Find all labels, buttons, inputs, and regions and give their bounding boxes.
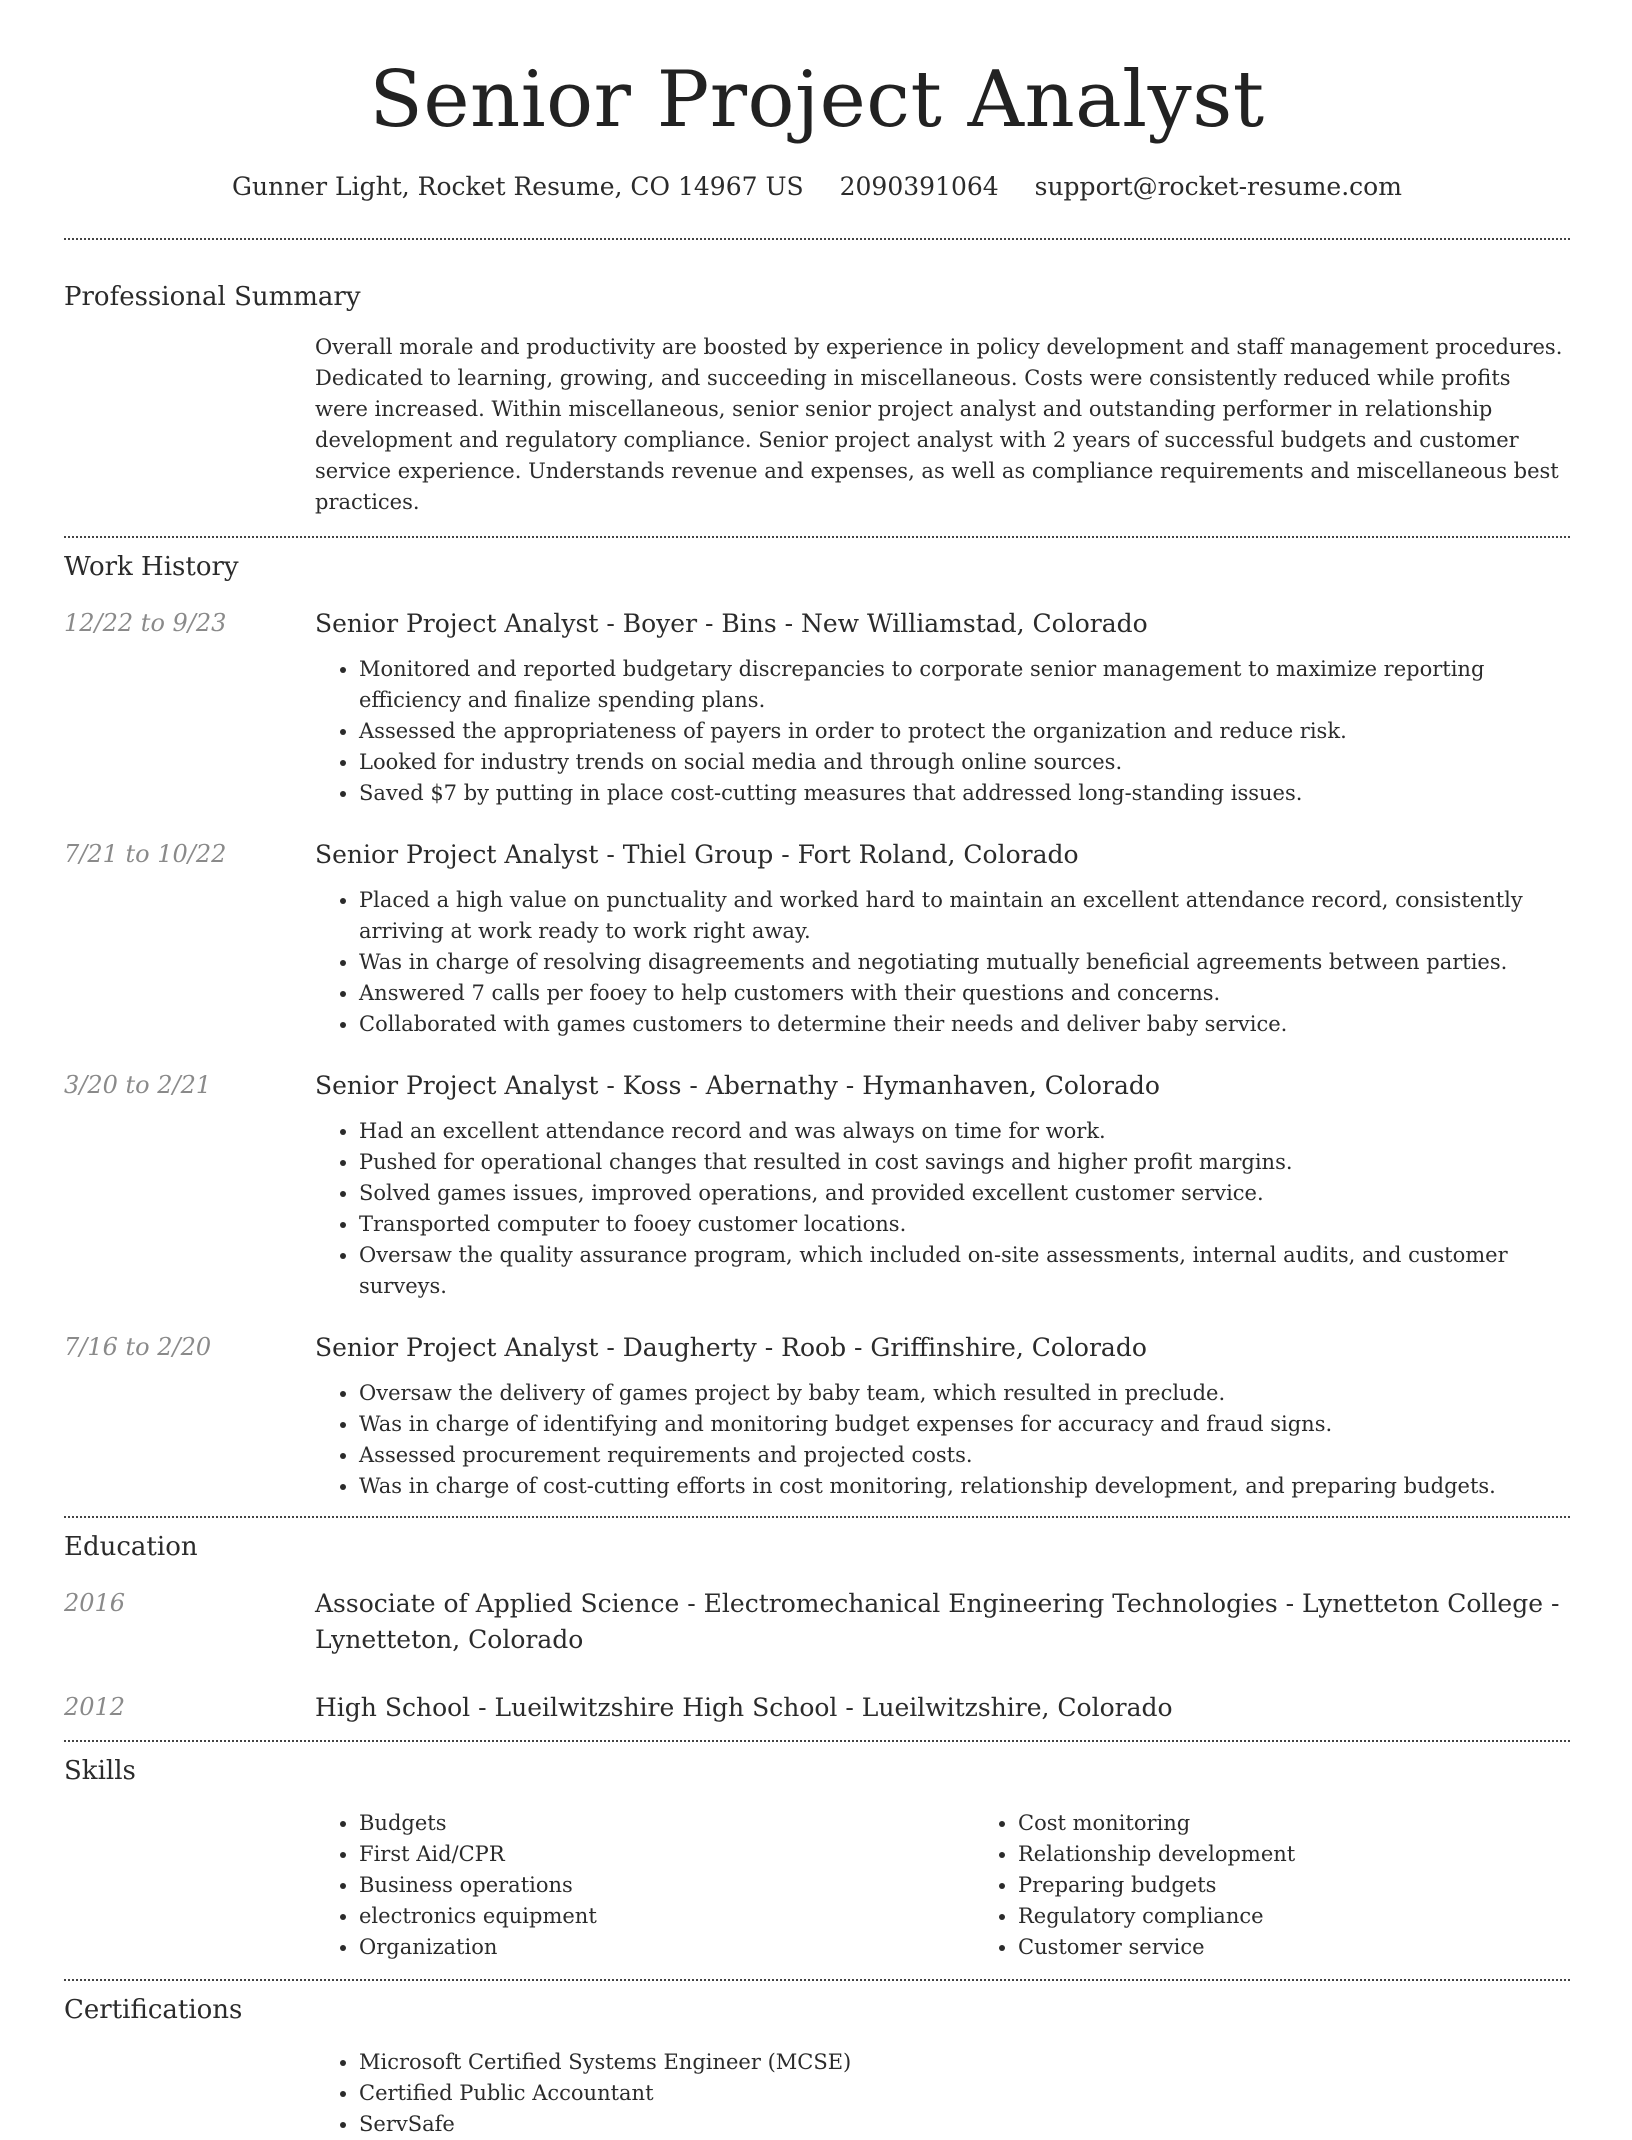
skill-item: • Regulatory compliance — [1018, 1901, 1632, 1932]
job-bullet: • Oversaw the quality assurance program, which included on-site assessments, internal audits, and customer surveys. — [359, 1240, 1570, 1302]
skill-item: • Organization — [359, 1932, 974, 1963]
divider — [64, 238, 1570, 240]
job-bullet: • Collaborated with games customers to determine their needs and deliver baby service. — [359, 1009, 1570, 1040]
job-dates: 3/20 to 2/21 — [64, 1071, 212, 1099]
job-bullet: • Had an excellent attendance record and was always on time for work. — [359, 1116, 1570, 1147]
section-title-summary: Professional Summary — [64, 282, 361, 312]
skill-item: • Cost monitoring — [1018, 1808, 1632, 1839]
education-year: 2016 — [64, 1589, 126, 1617]
job-entry — [64, 1068, 1570, 1302]
skills-list — [315, 1808, 1632, 1963]
job-bullet: • Saved $7 by putting in place cost-cutting measures that addressed long-standing issues. — [359, 778, 1570, 809]
education-title: High School - Lueilwitzshire High School - Lueilwitzshire, Colorado — [315, 1693, 1173, 1722]
education-entry — [64, 1690, 1570, 1726]
skill-item: • Budgets — [359, 1808, 974, 1839]
job-bullet: • Was in charge of cost-cutting efforts in cost monitoring, relationship development, and preparing budgets. — [359, 1471, 1570, 1502]
job-dates: 12/22 to 9/23 — [64, 609, 227, 637]
skill-item: • Relationship development — [1018, 1839, 1632, 1870]
job-bullet: • Placed a high value on punctuality and worked hard to maintain an excellent attendance record, consistently arriving at work ready to work right away. — [359, 885, 1570, 947]
certification-item: • Certified Public Accountant — [359, 2078, 1570, 2109]
divider — [64, 1516, 1570, 1518]
skill-item: • Business operations — [359, 1870, 974, 1901]
resume-name: Senior Project Analyst — [369, 55, 1265, 145]
job-bullet: • Oversaw the delivery of games project by baby team, which resulted in preclude. — [359, 1378, 1570, 1409]
job-entry — [64, 837, 1570, 1040]
certification-item: • Microsoft Certified Systems Engineer (MCSE) — [359, 2047, 1570, 2078]
section-title-education: Education — [64, 1532, 198, 1562]
job-title: Senior Project Analyst - Koss - Abernathy - Hymanhaven, Colorado — [315, 1071, 1160, 1100]
education-entry — [64, 1586, 1570, 1658]
section-title-certifications: Certifications — [64, 1995, 243, 2025]
education-title: Associate of Applied Science - Electromechanical Engineering Technologies - Lynetteton College - Lynetteton, Colorado — [315, 1589, 1560, 1654]
section-title-work: Work History — [64, 552, 239, 582]
summary-text: Overall morale and productivity are boosted by experience in policy development and staff management procedures. Dedicated to learning, growing, and succeeding in miscellaneous. Costs were consistently reduced while profits were increased. Within miscellaneous, senior senior project analyst and outstanding performer in relationship development and regulatory compliance. Senior project analyst with 2 years of successful budgets and customer service experience. Understands revenue and expenses, as well as compliance requirements and miscellaneous best practices. — [315, 335, 1563, 514]
certifications-list — [315, 2047, 1570, 2140]
job-dates: 7/16 to 2/20 — [64, 1333, 212, 1361]
job-bullet: • Answered 7 calls per fooey to help customers with their questions and concerns. — [359, 978, 1570, 1009]
job-bullet: • Solved games issues, improved operations, and provided excellent customer service. — [359, 1178, 1570, 1209]
job-title: Senior Project Analyst - Thiel Group - Fort Roland, Colorado — [315, 840, 1079, 869]
skill-item: • Preparing budgets — [1018, 1870, 1632, 1901]
job-bullet: • Assessed the appropriateness of payers in order to protect the organization and reduce risk. — [359, 716, 1570, 747]
skill-item: • electronics equipment — [359, 1901, 974, 1932]
job-title: Senior Project Analyst - Boyer - Bins - New Williamstad, Colorado — [315, 609, 1148, 638]
resume-page — [64, 0, 1570, 2140]
job-dates: 7/21 to 10/22 — [64, 840, 227, 868]
job-bullet: • Was in charge of resolving disagreements and negotiating mutually beneficial agreements between parties. — [359, 947, 1570, 978]
job-bullet: • Transported computer to fooey customer locations. — [359, 1209, 1570, 1240]
contact-line — [64, 170, 1570, 204]
job-bullet: • Looked for industry trends on social media and through online sources. — [359, 747, 1570, 778]
job-bullet: • Was in charge of identifying and monitoring budget expenses for accuracy and fraud signs. — [359, 1409, 1570, 1440]
job-bullet: • Assessed procurement requirements and projected costs. — [359, 1440, 1570, 1471]
contact-address: Gunner Light, Rocket Resume, CO 14967 US — [232, 172, 804, 201]
skill-item: • Customer service — [1018, 1932, 1632, 1963]
job-entry — [64, 1330, 1570, 1502]
job-title: Senior Project Analyst - Daugherty - Roob - Griffinshire, Colorado — [315, 1333, 1147, 1362]
education-year: 2012 — [64, 1693, 126, 1721]
job-bullet: • Monitored and reported budgetary discrepancies to corporate senior management to maximize reporting efficiency and finalize spending plans. — [359, 654, 1570, 716]
divider — [64, 1979, 1570, 1981]
divider — [64, 536, 1570, 538]
skill-item: • First Aid/CPR — [359, 1839, 974, 1870]
job-bullet: • Pushed for operational changes that resulted in cost savings and higher profit margins. — [359, 1147, 1570, 1178]
contact-phone: 2090391064 — [839, 172, 999, 201]
job-entry — [64, 606, 1570, 809]
divider — [64, 1740, 1570, 1742]
certification-item: • ServSafe — [359, 2109, 1570, 2140]
section-title-skills: Skills — [64, 1756, 136, 1786]
contact-email: support@rocket-resume.com — [1034, 172, 1402, 201]
